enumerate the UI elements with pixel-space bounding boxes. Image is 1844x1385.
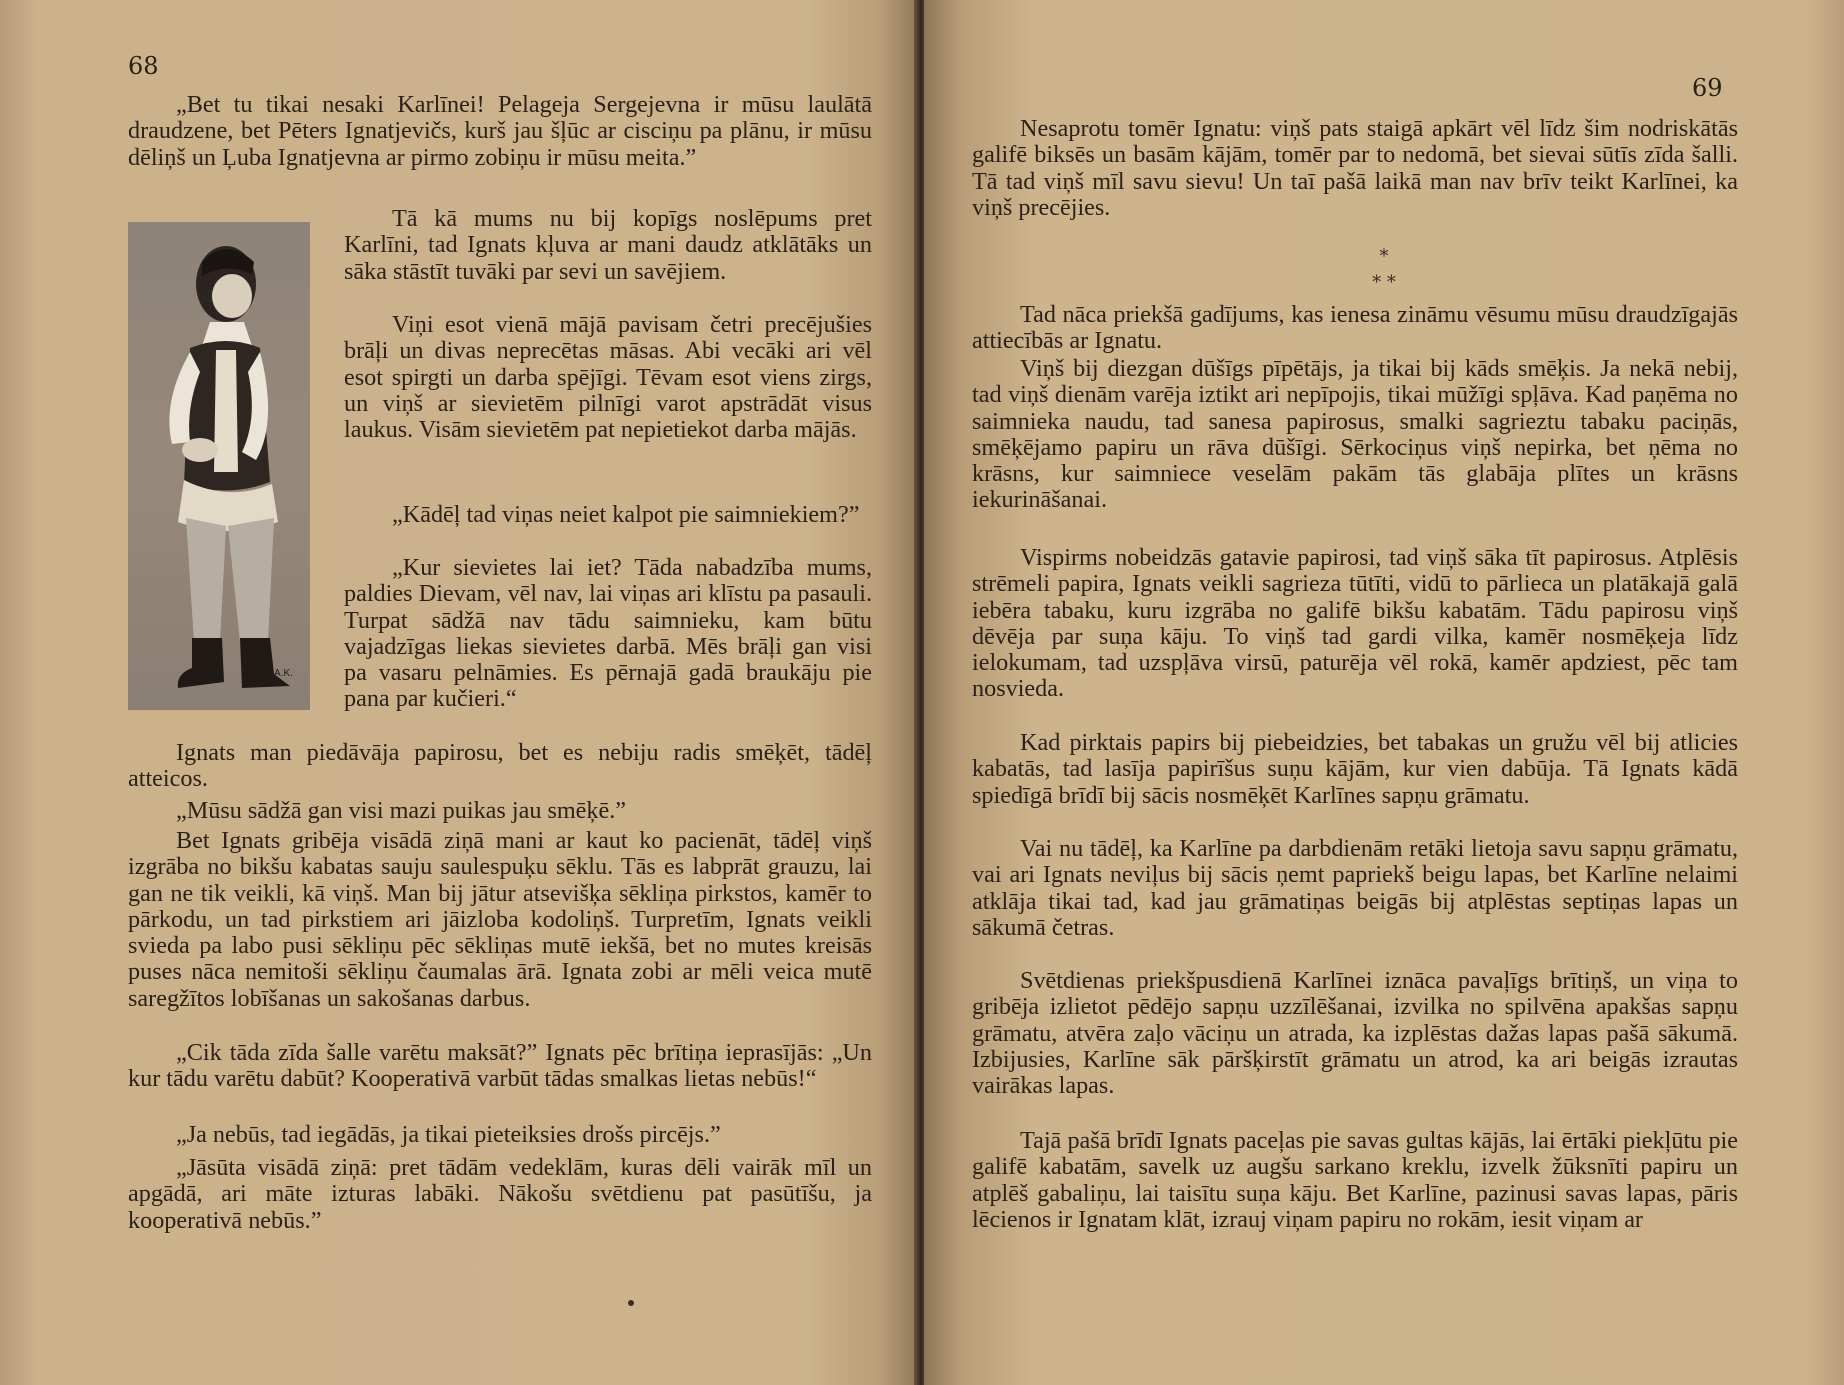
paragraph: „Ja nebūs, tad iegādās, ja tikai pieteiksies drošs pircējs.” [176, 1121, 721, 1148]
right-page [924, 0, 1844, 1385]
paragraph: Vai nu tādēļ, ka Karlīne pa darbdienām retāki lietoja savu sapņu grāmatu, vai ari Ignats neviļus bij sācis ņemt papriekš beigu lapas, bet Karlīne nelaimi atklāja tikai tad, kad jau grāmatiņas beigās bij atplēstas septiņas lapas un sākumā četras. [972, 835, 1738, 941]
paragraph: „Cik tāda zīda šalle varētu maksāt?” Ignats pēc brītiņa ieprasījās: „Un kur tādu varētu dabūt? Kooperativā varbūt tādas smalkas lietas nebūs!“ [128, 1039, 872, 1093]
ink-spot [628, 1300, 634, 1306]
paragraph: Tad nāca priekšā gadījums, kas ienesa zināmu vēsumu mūsu draudzīgajās attiecībās ar Ignatu. [972, 301, 1738, 355]
paragraph: Tajā pašā brīdī Ignats paceļas pie savas gultas kājās, lai ērtāki piekļūtu pie galifē kabatām, savelk uz augšu sarkano kreklu, izvelk žūksnīti papiru un atplēš gabaliņu, lai taisītu suņa kāju. Bet Karlīne, pazinusi savas lapas, pāris lēcienos ir Ignatam klāt, izrauj viņam papiru no rokām, iesit viņam ar [972, 1127, 1738, 1233]
illustration-peasant-figure [128, 222, 310, 710]
peasant-figure-icon [128, 222, 310, 710]
paragraph: Svētdienas priekšpusdienā Karlīnei iznāca pavaļīgs brītiņš, un viņa to gribēja izlietot pēdējo sapņu uzzīlēšanai, izvilka no spilvēna apakšas sapņu grāmatu, atvēra zaļo vāciņu un atrada, ka izplēstas dažas lapas pašā sākumā. Izbijusies, Karlīne sāk pāršķirstīt grāmatu un atrod, ka ari beigās izrautas vairākas lapas. [972, 967, 1738, 1100]
paragraph: „Mūsu sādžā gan visi mazi puikas jau smēķē.” [176, 797, 627, 824]
paragraph: Ignats man piedāvāja papirosu, bet es nebiju radis smēķēt, tādēļ atteicos. [128, 739, 872, 793]
page-number-left: 68 [128, 52, 159, 80]
paragraph: „Bet tu tikai nesaki Karlīnei! Pelageja Sergejevna ir mūsu laulātā draudzene, bet Pēters Ignatjevičs, kurš jau šļūc ar cisciņu pa plānu, ir mūsu dēliņš un Ļuba Ignatjevna ar pirmo zobiņu ir mūsu meita.” [128, 91, 872, 171]
paragraph: Vispirms nobeidzās gatavie papirosi, tad viņš sāka tīt papirosus. Atplēsis strēmeli papira, Ignats veikli sagrieza tūtīti, vidū to pārlieca un platākajā galā iebēra tabaku, kuru izgrāba no galifē bikšu kabatām. Tādu papirosu viņš dēvēja par suņa kāju. To viņš tad gardi vilka, kamēr nosmēķeja līdz ielokumam, tad uzspļāva virsū, paturēja vēl rokā, kamēr apdziest, pēc tam nosvieda. [972, 544, 1738, 703]
paragraph: Viņš bij diezgan dūšīgs pīpētājs, ja tikai bij kāds smēķis. Ja nekā nebij, tad viņš dienām varēja iztikt ari nepīpojis, tikai mūžīgi spļāva. Kad paņēma no saimnieka naudu, tad sanesa papirosus, smalki sagrieztu tabaku paciņās, smēķējamo papiru un rāva dūšīgi. Sērkociņus viņš nepirka, bet ņēma no krāsns, kur saimniece veselām pakām tās glabāja plītes un krāsns iekurināšanai. [972, 355, 1738, 514]
section-break-asterisks: * * * [1372, 246, 1396, 293]
paragraph: „Kur sievietes lai iet? Tāda nabadzība mums, paldies Dievam, vēl nav, lai viņas ari klīstu pa pasauli. Turpat sādžā nav tādu saimnieku, kam būtu vajadzīgas liekas sievietes darbā. Mēs brāļi gan visi pa vasaru pelnāmies. Es pērnajā gadā braukāju pie pana par kučieri.“ [344, 554, 872, 713]
page-number-right: 69 [1692, 74, 1723, 102]
paragraph: „Jāsūta visādā ziņā: pret tādām vedeklām, kuras dēli vairāk mīl un apgādā, ari māte izturas labāki. Nākošu svētdienu pat pasūtīšu, ja kooperativā nebūs.” [128, 1154, 872, 1234]
paragraph: Viņi esot vienā mājā pavisam četri precējušies brāļi un divas neprecētas māsas. Abi vecāki ari vēl esot spirgti un darba spējīgi. Tēvam esot viens zirgs, un viņš ar sievietēm pilnīgi varot apstrādāt visus laukus. Visām sievietēm pat nepietiekot darba mājās. [344, 311, 872, 444]
illustration-signature: A.K. [274, 668, 293, 679]
paragraph: Nesaprotu tomēr Ignatu: viņš pats staigā apkārt vēl līdz šim nodriskātās galifē biksēs un basām kājām, tomēr par to nedomā, bet sievai sūtīs zīda šalli. Tā tad viņš mīl savu sievu! Un taī pašā laikā man nav brīv teikt Karlīnei, ka viņš precējies. [972, 115, 1738, 221]
paragraph: Kad pirktais papirs bij piebeidzies, bet tabakas un gružu vēl bij atlicies kabatās, tad lasīja papirīšus suņu kājām, kur vien dabūja. Tā Ignats kādā spiedīgā brīdī bij sācis nosmēķēt Karlīnes sapņu grāmatu. [972, 729, 1738, 809]
paragraph: „Kādēļ tad viņas neiet kalpot pie saimniekiem?” [392, 501, 860, 528]
left-page [0, 0, 918, 1385]
paragraph: Bet Ignats gribēja visādā ziņā mani ar kaut ko pacienāt, tādēļ viņš izgrāba no bikšu kabatas sauju saulespuķu sēklu. Tās es labprāt grauzu, lai gan ne tik veikli, kā viņš. Man bij jātur atsevišķa sēkliņa pirkstos, kamēr to pārkodu, un tad pirkstiem ari jāizloba kodoliņš. Turpretīm, Ignats veikli svieda pa labo pusi sēkliņu pēc sēkliņas mutē iekšā, bet no mutes kreisās puses nāca nemitoši sēkliņu čaumalas ārā. Ignata zobi ar mēli veica mutē saregžītos lobīšanas un sakošanas darbus. [128, 827, 872, 1012]
paragraph: Tā kā mums nu bij kopīgs noslēpums pret Karlīni, tad Ignats kļuva ar mani daudz atklātāks un sāka stāstīt tuvāki par sevi un savējiem. [344, 205, 872, 285]
